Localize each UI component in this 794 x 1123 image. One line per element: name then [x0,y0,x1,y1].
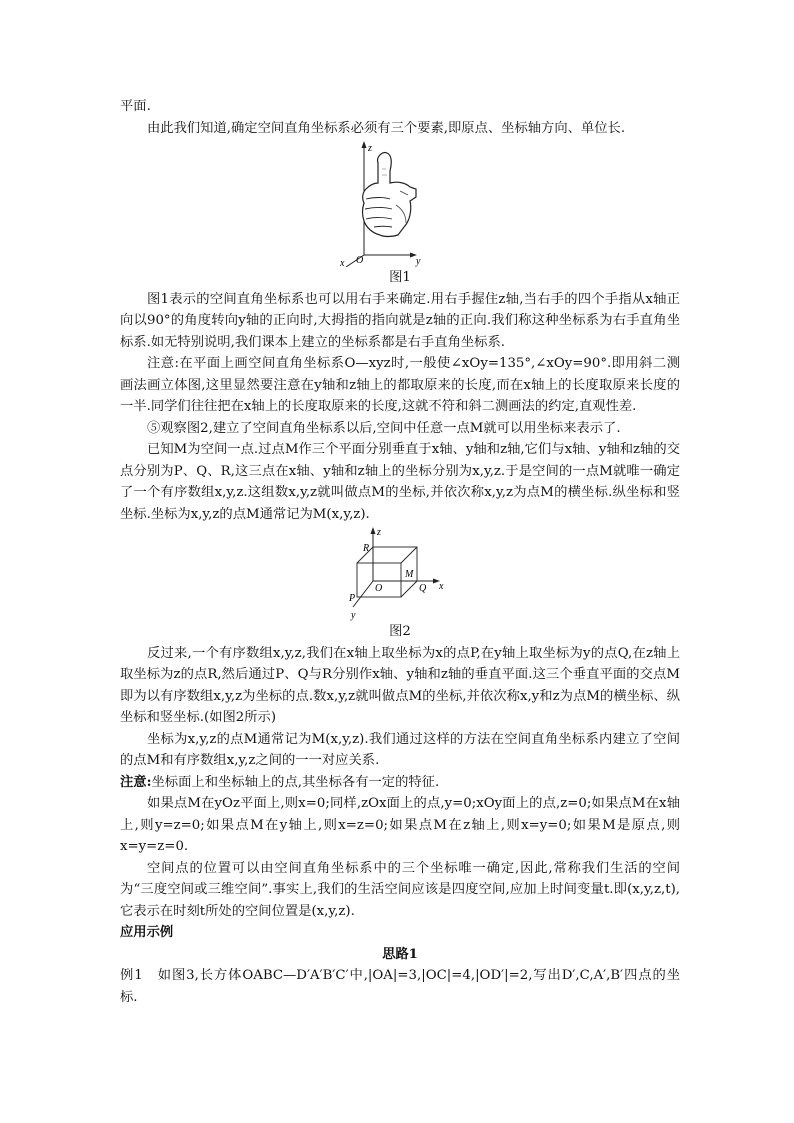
note-paragraph [120,772,680,794]
point-label-q: Q [419,583,427,594]
section-heading: 应用示例 [120,925,174,940]
coordinate-box-diagram [345,525,455,621]
paragraph: 已知M为空间一点.过点M作三个平面分别垂直于x轴、y轴和z轴,它们与x轴、y轴和z轴的交点分别为P、Q、R,这三点在x轴、y轴和z轴上的坐标分别为x,y,z.于是空间的一点M就唯一确定了一个有序数组x,y,z.这组数x,y,z就叫做点M的坐标,并依次称x,y,z为点M的横坐标.纵坐标和竖坐标.坐标为x,y,z的点M通常记为M(x,y,z). [120,442,680,522]
paragraph: 图1表示的空间直角坐标系也可以用右手来确定.用右手握住z轴,当右手的四个手指从x轴正向以90°的角度转向y轴的正向时,大拇指的指向就是z轴的正向.我们称这种坐标系为右手直角坐标系.如无特别说明,我们课本上建立的坐标系都是右手直角坐标系. [120,291,680,350]
subheading: 思路1 [382,946,418,962]
axis-label-x: x [340,258,345,267]
origin-label: O [356,255,364,266]
point-label-p: P [349,593,356,604]
axis-label-y: y [351,610,356,621]
paragraph: 空间点的位置可以由空间直角坐标系中的三个坐标唯一确定,因此,常称我们生活的空间为“三度空间或三维空间”.事实上,我们的生活空间应该是四度空间,应加上时间变量t.即(x,y,z,t),它表示在时刻t所处的空间位置是(x,y,z). [120,860,680,919]
right-hand-axes-diagram [340,139,460,267]
paragraph: 平面. [120,99,151,114]
figure-2-caption: 图2 [389,624,411,639]
axis-label-z: z [377,527,381,538]
example-paragraph: 例1 如图3,长方体OABC—D′A′B′C′中,|OA|=3,|OC|=4,|OD′|=2,写出D′,C,A′,B′四点的坐标. [120,968,680,1005]
paragraph: 坐标为x,y,z的点M通常记为M(x,y,z).我们通过这样的方法在空间直角坐标系内建立了空间的点M和有序数组x,y,z之间的一一对应关系. [120,731,680,768]
axis-label-y: y [416,256,421,267]
paragraph: 由此我们知道,确定空间直角坐标系必须有三个要素,即原点、坐标轴方向、单位长. [147,120,626,136]
paragraph: 反过来,一个有序数组x,y,z,我们在x轴上取坐标为x的点P,在y轴上取坐标为y的点Q,在z轴上取坐标为z的点R,然后通过P、Q与R分别作x轴、y轴和z轴的垂直平面.这三个垂直平面的交点M即为以有序数组x,y,z为坐标的点.数x,y,z就叫做点M的坐标,并依次称x,y和z为点M的横坐标、纵坐标和竖坐标.(如图2所示) [120,645,680,725]
origin-label: O [375,583,383,594]
axis-label-x: x [439,581,444,592]
figure-1 [340,139,460,267]
figure-2 [345,525,455,621]
paragraph: 注意:在平面上画空间直角坐标系O—xyz时,一般使∠xOy=135°,∠xOy=90°.即用斜二测画法画立体图,这里显然要注意在y轴和z轴上的都取原来的长度,而在x轴上的长度取原来长度的一半.同学们往往把在x轴上的长度取原来的长度,这就不符和斜二测画法的约定,直观性差. [120,356,680,414]
figure-1-caption: 图1 [389,270,411,285]
axis-label-z: z [368,143,372,154]
paragraph: 如果点M在yOz平面上,则x=0;同样,zOx面上的点,y=0;xOy面上的点,z=0;如果点M在x轴上,则y=z=0;如果点M在y轴上,则x=z=0;如果点M在z轴上,则x=y=0;如果M是原点,则x=y=z=0. [120,796,680,854]
point-label-m: M [405,569,414,580]
note-label: 注意: [120,774,152,790]
paragraph: ⑤观察图2,建立了空间直角坐标系以后,空间中任意一点M就可以用坐标来表示了. [147,420,621,436]
point-label-r: R [363,543,370,554]
note-text: 坐标面上和坐标轴上的点,其坐标各有一定的特征. [151,774,440,790]
document-page [120,96,680,1008]
